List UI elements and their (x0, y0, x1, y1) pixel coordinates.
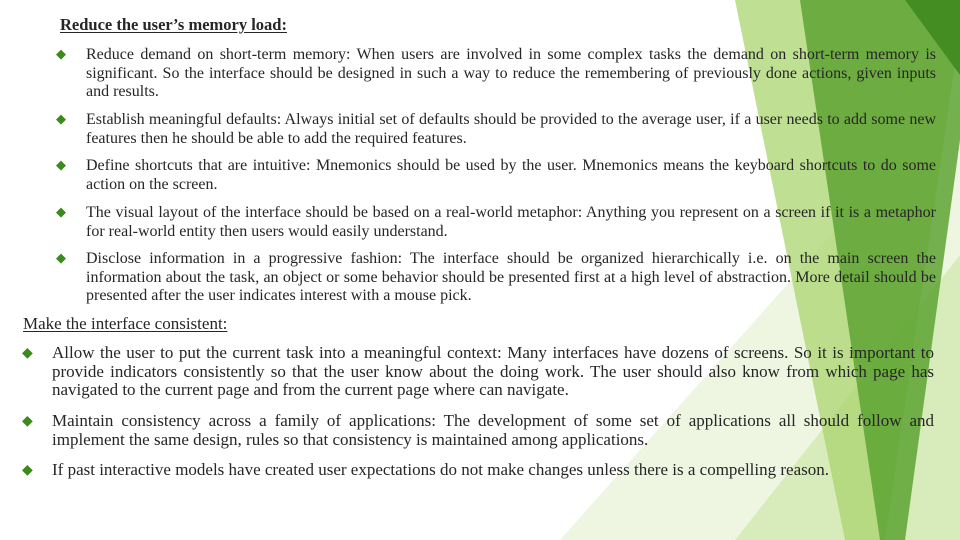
diamond-bullet-icon: ◆ (56, 112, 66, 127)
diamond-bullet-icon: ◆ (56, 205, 66, 220)
diamond-bullet-icon: ◆ (22, 462, 33, 478)
diamond-bullet-icon: ◆ (56, 47, 66, 62)
bullet-text (86, 157, 936, 194)
bullet-text (86, 111, 936, 148)
bullet-item (22, 412, 934, 449)
bullet-text (52, 412, 934, 449)
bullet-body: Anything you represent on a screen if it is a metaphor for real-world entity then users would easily understand. (86, 204, 937, 240)
bullet-body: The development of some set of applications all should follow and implement the same design, rules so that consistency is maintained among applications. (52, 411, 934, 449)
bullet-item (56, 250, 936, 306)
bullet-lead: Disclose information in a progressive fashion: (86, 250, 403, 267)
section-heading-consistency: Make the interface consistent: (23, 314, 228, 333)
bullet-item (56, 46, 936, 102)
diamond-bullet-icon: ◆ (56, 251, 66, 266)
bullet-lead: Allow the user to put the current task into a meaningful context: (52, 343, 502, 362)
bullet-item (56, 111, 936, 148)
bullet-text (52, 344, 934, 400)
bullet-text (86, 204, 936, 241)
bullet-body: If past interactive models have created user expectations do not make changes unless there is a compelling reason. (52, 460, 829, 479)
bullet-lead: Define shortcuts that are intuitive: (86, 157, 311, 174)
bullet-body: Mnemonics should be used by the user. Mnemonics means the keyboard shortcuts to do some action on the screen. (86, 157, 936, 193)
bullet-body: The interface should be organized hierarchically i.e. on the main screen the information about the task, an object or some behavior should be presented first at a high level of abstraction. More detail should be presented after the user indicates interest with a mouse pick. (86, 250, 936, 304)
bullet-text (86, 46, 936, 102)
bullet-lead: Reduce demand on short-term memory: (86, 46, 351, 63)
section-heading-memory-load: Reduce the user’s memory load: (60, 15, 287, 34)
diamond-bullet-icon: ◆ (56, 158, 66, 173)
bullet-lead: The visual layout of the interface should be based on a real-world metaphor: (86, 204, 583, 221)
diamond-bullet-icon: ◆ (22, 413, 33, 429)
bullet-text (86, 250, 936, 306)
bullet-item (22, 344, 934, 400)
bullet-lead: Establish meaningful defaults: (86, 111, 282, 128)
bullet-lead: Maintain consistency across a family of applications: (52, 411, 436, 430)
bullet-item (22, 461, 934, 480)
bullet-text (52, 461, 934, 480)
bullet-item (56, 204, 936, 241)
bullet-item (56, 157, 936, 194)
bullet-body: Many interfaces have dozens of screens. So it is important to provide indicators consistently so that the user know about the doing work. The user should also know from which page has navigated to the current page and from the current page where can navigate. (52, 343, 934, 399)
diamond-bullet-icon: ◆ (22, 345, 33, 361)
bullet-body: Always initial set of defaults should be provided to the average user, if a user needs to add some new features then he should be able to add the required features. (86, 111, 937, 147)
bullet-body: When users are involved in some complex tasks the demand on short-term memory is significant. So the interface should be designed in such a way to reduce the remembering of previously done actions, given inputs and results. (86, 46, 936, 100)
